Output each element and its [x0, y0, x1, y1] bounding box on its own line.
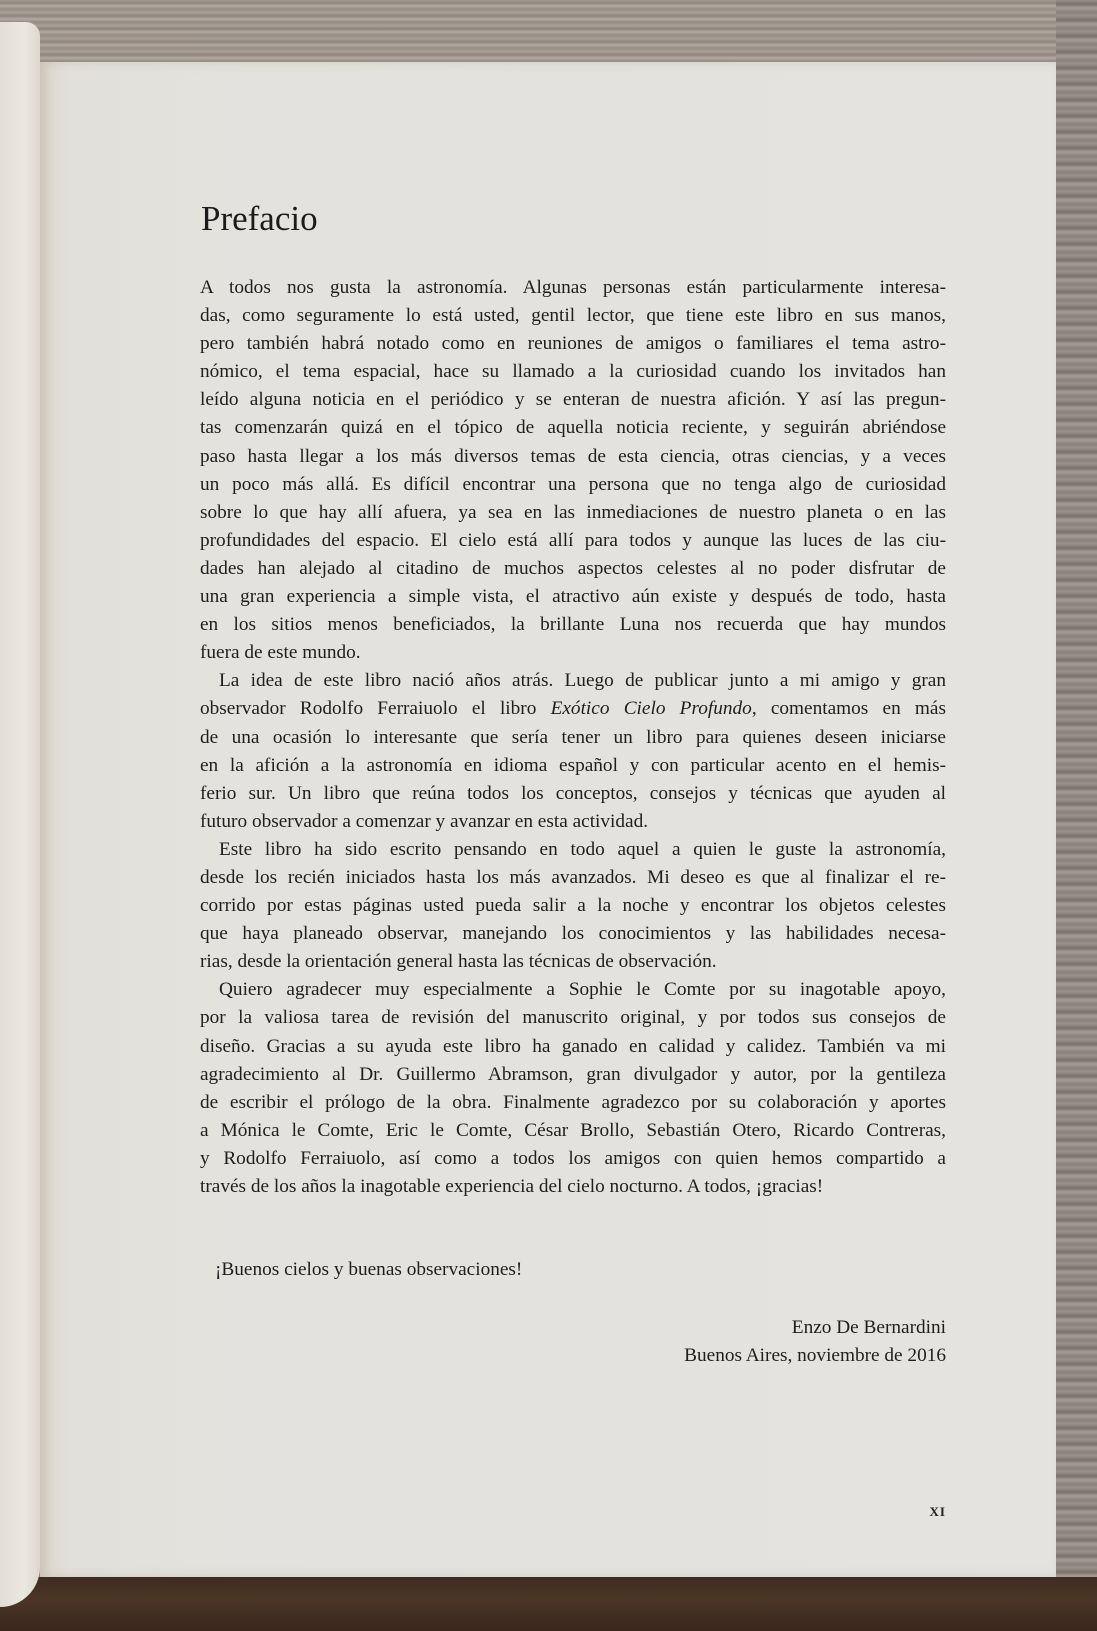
text-line: A todos nos gusta la astronomía. Algunas personas están particularmente interesa-	[200, 277, 946, 298]
text-fragment: , comentamos en más	[751, 698, 946, 720]
text-line: a Mónica le Comte, Eric le Comte, César Brollo, Sebastián Otero, Ricardo Contreras,	[200, 1119, 946, 1141]
text-line: leído alguna noticia en el periódico y se enteran de nuestra afición. Y así las pregun-	[200, 389, 946, 411]
paragraph-2	[200, 667, 946, 836]
text-line: desde los recién iniciados hasta los más avanzados. Mi deseo es que al finalizar el re-	[200, 866, 946, 888]
closing-line: ¡Buenos cielos y buenas observaciones!	[215, 1259, 523, 1280]
page-title: Prefacio	[201, 199, 318, 238]
text-line: por la valiosa tarea de revisión del manuscrito original, y por todos sus consejos de	[200, 1007, 946, 1029]
text-line: paso hasta llegar a los más diversos temas de esta ciencia, otras ciencias, y a veces	[200, 445, 946, 467]
text-line: fuera de este mundo.	[200, 642, 361, 664]
signature-block	[600, 1314, 946, 1370]
text-line: que haya planeado observar, manejando los conocimientos y las habilidades necesa-	[200, 923, 946, 945]
page-number: XI	[929, 1504, 946, 1519]
text-line: una gran experiencia a simple vista, el atractivo aún existe y después de todo, hasta	[200, 586, 946, 608]
text-line: tas comenzarán quizá en el tópico de aquella noticia reciente, y seguirán abriéndose	[200, 417, 946, 439]
book-page	[40, 62, 1056, 1577]
facing-page-edge	[0, 22, 40, 1607]
text-line: en la afición a la astronomía en idioma español y con particular acento en el hemis-	[200, 754, 946, 776]
text-line: sobre lo que hay allí afuera, ya sea en las inmediaciones de nuestro planeta o en las	[200, 501, 946, 523]
text-line: en los sitios menos beneficiados, la brillante Luna nos recuerda que hay mundos	[200, 614, 946, 636]
paragraph-3	[200, 836, 946, 976]
preface-body	[200, 274, 946, 1201]
author-name: Enzo De Bernardini	[791, 1317, 946, 1338]
text-line: ferio sur. Un libro que reúna todos los conceptos, consejos y técnicas que ayuden al	[200, 782, 946, 804]
text-line: un poco más allá. Es difícil encontrar una persona que no tenga algo de curiosidad	[200, 473, 946, 495]
book-title-italic: Exótico Cielo Profundo	[550, 698, 752, 720]
text-fragment: observador Rodolfo Ferraiuolo el libro	[200, 698, 551, 720]
text-line: dades han alejado al citadino de muchos aspectos celestes al no poder disfrutar de	[200, 557, 946, 579]
paragraph-1	[200, 274, 946, 667]
text-line: Este libro ha sido escrito pensando en todo aquel a quien le guste la astronomía,	[219, 838, 946, 860]
text-line: das, como seguramente lo está usted, gentil lector, que tiene este libro en sus manos,	[200, 305, 946, 327]
text-line: Quiero agradecer muy especialmente a Sophie le Comte por su inagotable apoyo,	[219, 979, 946, 1001]
text-line: pero también habrá notado como en reuniones de amigos o familiares el tema astro-	[200, 333, 946, 355]
text-line: de escribir el prólogo de la obra. Finalmente agradezco por su colaboración y aportes	[200, 1091, 946, 1113]
paragraph-4	[200, 976, 946, 1201]
wooden-table-background-bottom	[0, 1577, 1097, 1631]
text-line: de una ocasión lo interesante que sería tener un libro para quienes deseen iniciarse	[200, 726, 946, 748]
text-line: futuro observador a comenzar y avanzar en esta actividad.	[200, 810, 649, 832]
text-line	[200, 695, 946, 723]
text-line: través de los años la inagotable experiencia del cielo nocturno. A todos, ¡gracias!	[200, 1176, 824, 1197]
text-line: La idea de este libro nació años atrás. Luego de publicar junto a mi amigo y gran	[219, 670, 946, 692]
text-line: diseño. Gracias a su ayuda este libro ha ganado en calidad y calidez. También va mi	[200, 1035, 946, 1057]
text-line: y Rodolfo Ferraiuolo, así como a todos los amigos con quien hemos compartido a	[200, 1147, 946, 1169]
place-and-date: Buenos Aires, noviembre de 2016	[684, 1345, 946, 1367]
text-line: rias, desde la orientación general hasta las técnicas de observación.	[200, 951, 717, 973]
text-line: agradecimiento al Dr. Guillermo Abramson, gran divulgador y autor, por la gentileza	[200, 1063, 946, 1085]
wooden-table-background-right	[1056, 0, 1097, 1631]
text-line: corrido por estas páginas usted pueda salir a la noche y encontrar los objetos celestes	[200, 895, 946, 917]
text-line: profundidades del espacio. El cielo está allí para todos y aunque las luces de las ciu-	[200, 529, 946, 551]
wooden-table-background-top	[0, 0, 1097, 62]
text-line: nómico, el tema espacial, hace su llamado a la curiosidad cuando los invitados han	[200, 361, 946, 383]
